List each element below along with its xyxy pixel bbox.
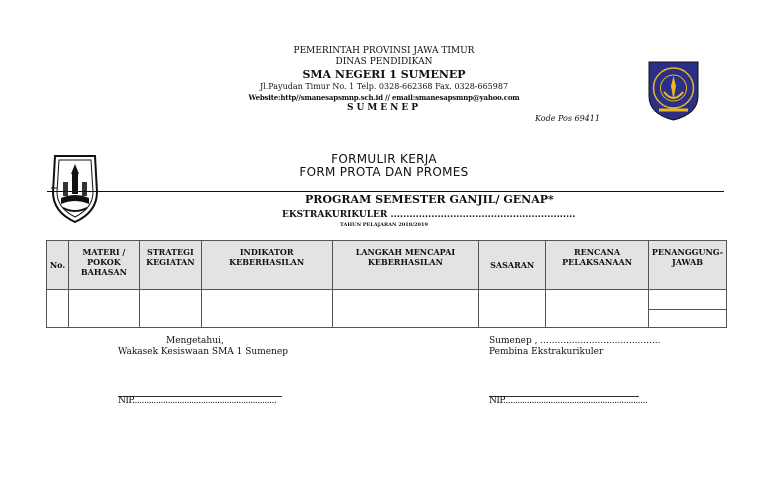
col-header-penanggung-jawab: PENANGGUNG-JAWAB bbox=[648, 241, 726, 290]
col-header-rencana: RENCANA PELAKSANAAN bbox=[546, 241, 649, 290]
table-cell[interactable] bbox=[201, 290, 332, 328]
form-subtitle: FORM PROTA DAN PROMES bbox=[299, 165, 469, 179]
sign-right-nip: NIP............................................................. bbox=[489, 396, 648, 406]
program-title: PROGRAM SEMESTER GANJIL/ GENAP* bbox=[305, 193, 554, 206]
postcode: Kode Pos 69411 bbox=[535, 114, 600, 123]
header-government: PEMERINTAH PROVINSI JAWA TIMUR bbox=[293, 46, 475, 56]
table-cell[interactable] bbox=[648, 290, 726, 310]
col-header-no: No. bbox=[47, 241, 69, 290]
table-cell[interactable] bbox=[68, 290, 139, 328]
table-cell[interactable] bbox=[139, 290, 201, 328]
header-city: SUMENEP bbox=[346, 103, 422, 113]
sign-left-nip: NIP............................................................. bbox=[118, 396, 277, 406]
sign-left-label: Mengetahui, bbox=[166, 336, 224, 346]
extracurricular-field: EKSTRAKURIKULER ........................................................... bbox=[282, 210, 576, 220]
table-cell[interactable] bbox=[546, 290, 649, 328]
header-address: Jl.Payudan Timur No. 1 Telp. 0328-662368 Fax. 0328-665987 bbox=[259, 82, 509, 91]
table-cell[interactable] bbox=[47, 290, 69, 328]
col-header-sasaran: SASARAN bbox=[479, 241, 546, 290]
table-header-row bbox=[47, 241, 727, 290]
header-department: DINAS PENDIDIKAN bbox=[335, 57, 433, 67]
table-cell[interactable] bbox=[648, 310, 726, 328]
header-school-name: SMA NEGERI 1 SUMENEP bbox=[302, 68, 466, 81]
sign-right-position: Pembina Ekstrakurikuler bbox=[489, 347, 604, 357]
academic-year: TAHUN PELAJARAN 2018/2019 bbox=[340, 222, 428, 228]
sign-left-position: Wakasek Kesiswaan SMA 1 Sumenep bbox=[118, 347, 288, 357]
col-header-langkah: LANGKAH MENCAPAI KEBERHASILAN bbox=[332, 241, 479, 290]
header-website: Website:http//smanesapsmnp.sch.id // email:smanesapsmnp@yahoo.com bbox=[248, 93, 520, 102]
form-title: FORMULIR KERJA bbox=[331, 152, 437, 166]
table-row bbox=[47, 290, 727, 310]
table-cell[interactable] bbox=[479, 290, 546, 328]
col-header-indikator: INDIKATOR KEBERHASILAN bbox=[201, 241, 332, 290]
col-header-strategi: STRATEGI KEGIATAN bbox=[139, 241, 201, 290]
school-logo-icon bbox=[645, 58, 702, 122]
sign-right-label: Sumenep , .......................................... bbox=[489, 336, 661, 346]
col-header-materi: MATERI / POKOK BAHASAN bbox=[68, 241, 139, 290]
program-table bbox=[46, 240, 727, 328]
table-cell[interactable] bbox=[332, 290, 479, 328]
header-divider bbox=[47, 191, 724, 192]
